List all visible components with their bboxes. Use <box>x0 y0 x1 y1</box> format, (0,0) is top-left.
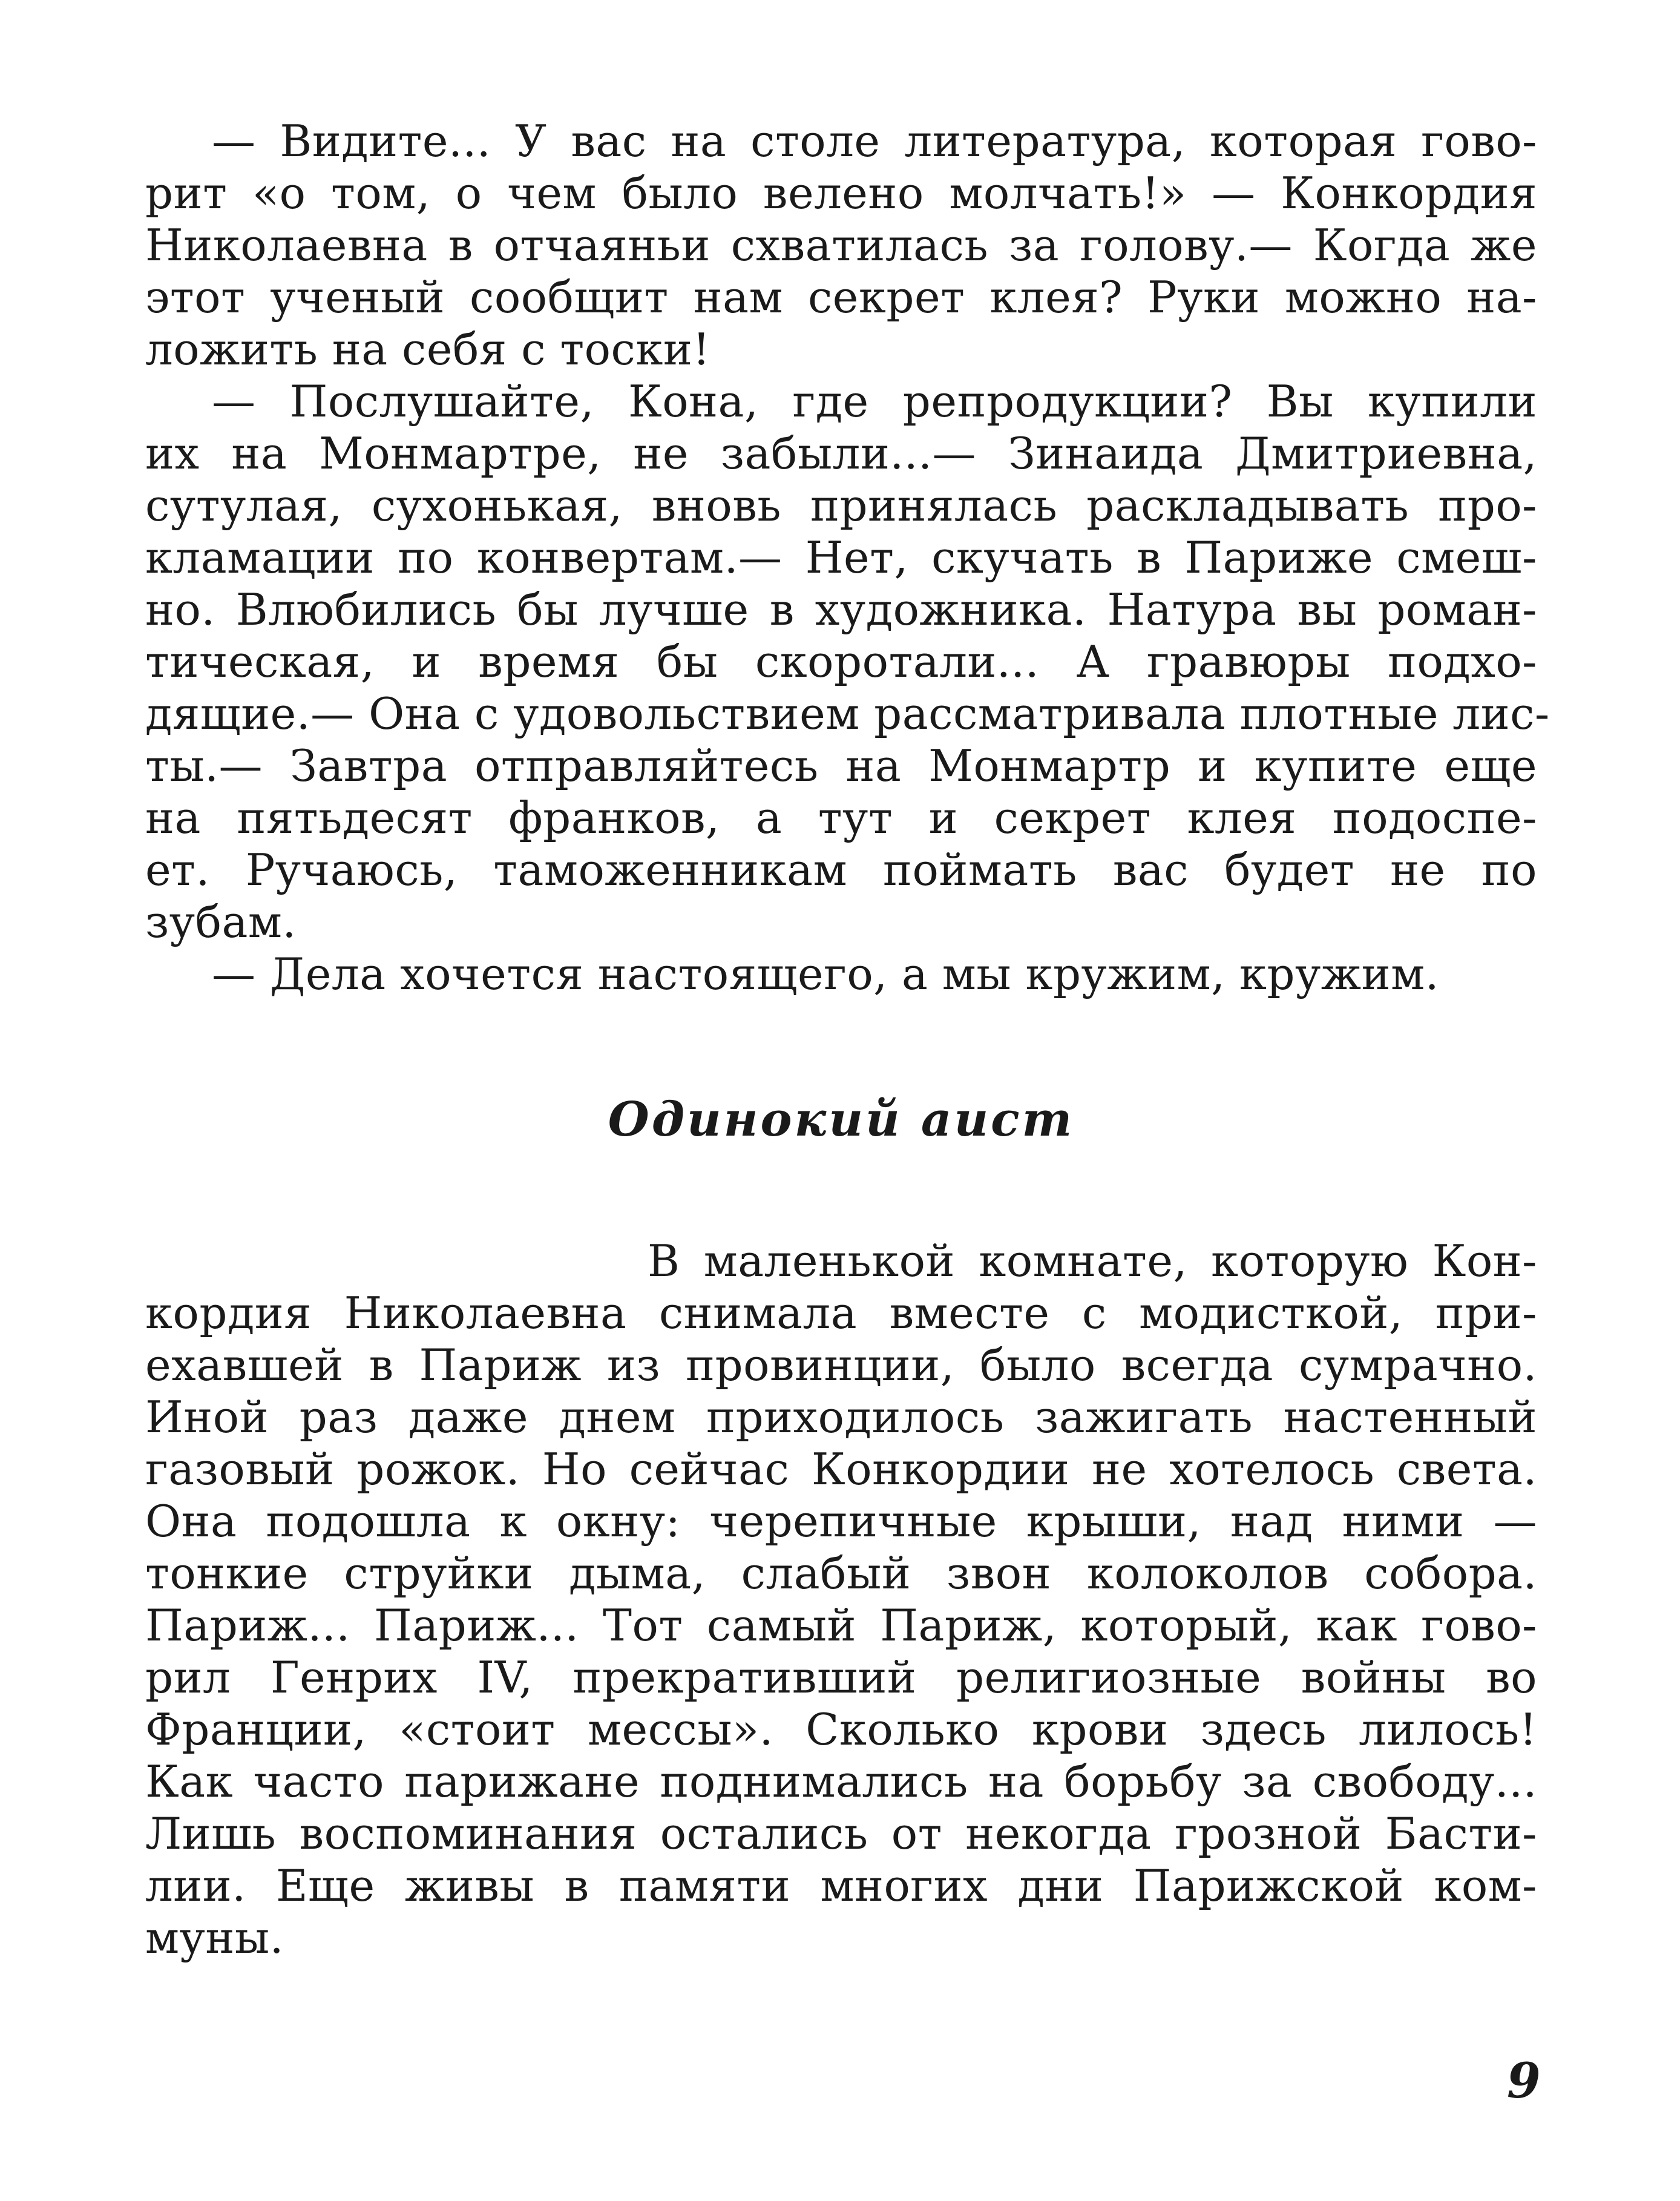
text-line: — Видите... У вас на столе литература, которая гово- <box>212 116 1537 166</box>
text-line: этот ученый сообщит нам секрет клея? Руки можно на- <box>145 272 1537 323</box>
text-line: тическая, и время бы скоротали... А гравюры подхо- <box>145 636 1537 687</box>
text-line: Николаевна в отчаяньи схватилась за голову.— Когда же <box>145 220 1537 271</box>
book-page <box>145 115 1550 2113</box>
text-line: — Дела хочется настоящего, а мы кружим, кружим. <box>212 949 1439 999</box>
text-line: ет. Ручаюсь, таможенникам поймать вас будет не по <box>145 844 1537 895</box>
text-line: муны. <box>145 1912 284 1963</box>
text-line: рил Генрих IV, прекративший религиозные войны во <box>145 1652 1537 1703</box>
text-line: — Послушайте, Кона, где репродукции? Вы купили <box>212 376 1537 427</box>
text-line: дящие.— Она с удовольствием рассматривала плотные лис- <box>145 688 1550 739</box>
text-line: ты.— Завтра отправляйтесь на Монмартр и купите еще <box>145 740 1537 791</box>
text-line: кламации по конвертам.— Нет, скучать в Париже смеш- <box>145 532 1537 583</box>
text-line: тонкие струйки дыма, слабый звон колоколов собора. <box>145 1548 1537 1599</box>
text-line: газовый рожок. Но сейчас Конкордии не хотелось света. <box>145 1444 1537 1495</box>
chapter-heading: Одинокий аист <box>608 1092 1075 1147</box>
text-line: ложить на себя с тоски! <box>145 324 710 375</box>
text-block-narrative <box>145 1235 1537 1964</box>
text-line: кордия Николаевна снимала вместе с модисткой, при- <box>145 1288 1537 1338</box>
text-line: но. Влюбились бы лучше в художника. Натура вы роман- <box>145 584 1537 635</box>
text-line: Как часто парижане поднимались на борьбу за свободу... <box>145 1756 1537 1807</box>
text-line: на пятьдесят франков, а тут и секрет клея подоспе- <box>145 792 1537 843</box>
text-line: Она подошла к окну: черепичные крыши, над ними — <box>145 1496 1537 1547</box>
text-line: ехавшей в Париж из провинции, было всегда сумрачно. <box>145 1340 1537 1390</box>
text-line: В маленькой комнате, которую Кон- <box>648 1235 1537 1286</box>
text-line: Париж... Париж... Тот самый Париж, который, как гово- <box>145 1600 1537 1651</box>
text-line: их на Монмартре, не забыли...— Зинаида Дмитриевна, <box>145 428 1537 479</box>
text-line: зубам. <box>145 897 297 947</box>
text-block-dialogue <box>145 115 1550 1000</box>
text-line: сутулая, сухонькая, вновь принялась раскладывать про- <box>145 480 1537 531</box>
text-line: рит «о том, о чем было велено молчать!» — Конкордия <box>145 168 1537 219</box>
text-line: Иной раз даже днем приходилось зажигать настенный <box>145 1392 1537 1443</box>
text-line: лии. Еще живы в памяти многих дни Парижской ком- <box>145 1860 1537 1911</box>
text-line: Франции, «стоит мессы». Сколько крови здесь лилось! <box>145 1704 1537 1755</box>
text-line: Лишь воспоминания остались от некогда грозной Басти- <box>145 1808 1537 1859</box>
page-number: 9 <box>1507 2052 1541 2109</box>
